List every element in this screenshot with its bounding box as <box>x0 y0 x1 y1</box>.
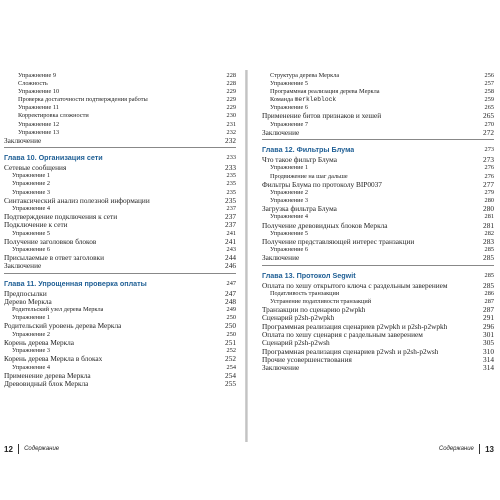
toc-entry-page: 250 <box>226 330 236 338</box>
toc-entry-title: Оплата по хешу сценария с раздельным заверением <box>262 330 423 339</box>
toc-entry-title: Упражнение 11 <box>18 104 59 112</box>
toc-entry <box>4 290 236 298</box>
running-title: Содержание <box>24 446 60 452</box>
toc-entry-page: 233 <box>225 163 236 173</box>
toc-entry-page: 281 <box>484 213 494 221</box>
toc-entry-page: 241 <box>225 236 236 246</box>
toc-entry-title: Упражнение 1 <box>12 172 50 180</box>
toc-entry <box>262 348 494 356</box>
toc-entry-page: 283 <box>483 236 494 246</box>
toc-entry <box>262 213 494 221</box>
toc-entry-page: 314 <box>483 363 494 373</box>
toc-entry <box>4 104 236 112</box>
toc-entry-page: 237 <box>225 212 236 222</box>
toc-entry-page: 229 <box>226 104 236 112</box>
footer-right <box>439 444 494 454</box>
toc-entry-title: Глава 11. Упрощенная проверка оплаты <box>4 278 147 288</box>
chapter-heading <box>4 151 236 164</box>
toc-entry-page: 252 <box>225 354 236 364</box>
toc-entry-title: Сценарий p2sh-p2wsh <box>262 339 330 348</box>
toc-entry-page: 230 <box>226 112 236 120</box>
toc-entry-title: Упражнение 9 <box>18 72 56 79</box>
toc-entry-title: Прочие усовершенствования <box>262 355 352 364</box>
toc-entry-title: Корень дерева Меркла <box>4 338 75 347</box>
toc-entry-page: 235 <box>226 188 236 196</box>
toc-entry-title: Программная реализация дерева Меркла <box>270 88 380 96</box>
chapter-heading <box>262 143 494 156</box>
toc-entry-title <box>270 96 336 104</box>
toc-entry-page: 254 <box>225 370 236 380</box>
toc-entry-title: Транзакции по сценарию p2wpkh <box>262 306 366 315</box>
command-label: Команда <box>270 96 295 104</box>
toc-entry-page: 277 <box>483 179 494 189</box>
toc-entry-title: Сетевые сообщения <box>4 164 67 173</box>
toc-entry <box>262 181 494 189</box>
toc-entry-title: Упражнение 1 <box>270 164 308 172</box>
toc-entry-title: Устранение податливости транзакций <box>270 297 372 305</box>
toc-entry-page: 254 <box>226 363 236 371</box>
toc-entry <box>4 189 236 197</box>
toc-entry <box>262 331 494 339</box>
toc-entry <box>4 364 236 372</box>
toc-entry <box>262 112 494 120</box>
toc-entry <box>4 380 236 388</box>
toc-entry <box>262 314 494 322</box>
toc-entry-page: 232 <box>225 135 236 145</box>
toc-entry-page: 247 <box>225 288 236 298</box>
toc-entry-title: Заключение <box>262 254 300 263</box>
toc-entry-title: Присылаемые в ответ заголовки <box>4 254 105 263</box>
command-code: merkleblock <box>294 96 337 104</box>
toc-entry <box>262 364 494 372</box>
toc-entry-page: 301 <box>483 329 494 339</box>
toc-entry <box>262 282 494 290</box>
toc-entry <box>4 230 236 238</box>
toc-entry-page: 248 <box>225 296 236 306</box>
toc-entry <box>4 197 236 205</box>
toc-entry-page: 287 <box>483 305 494 315</box>
toc-entry <box>262 222 494 230</box>
toc-entry <box>4 339 236 347</box>
toc-entry-page: 280 <box>483 204 494 214</box>
toc-entry <box>4 88 236 96</box>
toc-entry-page: 255 <box>225 378 236 388</box>
toc-entry-page: 249 <box>226 306 236 314</box>
page-number: 13 <box>485 444 494 454</box>
toc-entry-page: 241 <box>226 229 236 237</box>
toc-entry-page: 314 <box>483 354 494 364</box>
toc-entry-page: 252 <box>226 347 236 355</box>
toc-entry <box>262 298 494 306</box>
toc-entry-title: Упражнение 6 <box>270 246 308 254</box>
toc-entry-title: Глава 13. Протокол Segwit <box>262 270 356 280</box>
toc-entry-page: 287 <box>484 297 494 305</box>
toc-entry <box>4 172 236 180</box>
toc-entry-title: Упражнение 4 <box>12 363 50 371</box>
toc-entry-page: 232 <box>226 128 236 136</box>
toc-entry <box>4 262 236 270</box>
toc-entry-title: Что такое фильтр Блума <box>262 156 337 165</box>
toc-entry-page: 235 <box>226 172 236 180</box>
toc-entry-page: 235 <box>226 180 236 188</box>
toc-entry-title: Упражнение 13 <box>18 128 60 136</box>
toc-entry-page: 256 <box>484 72 494 79</box>
toc-entry-title: Упражнение 3 <box>270 197 308 205</box>
toc-entry-title: Родительский уровень дерева Меркла <box>4 322 122 331</box>
toc-entry-title: Заключение <box>4 262 42 271</box>
toc-entry-page: 228 <box>226 72 236 79</box>
toc-entry-title: Упражнение 1 <box>12 314 50 322</box>
toc-entry-page: 244 <box>225 253 236 263</box>
toc-entry-title: Получение представляющей интерес транзакции <box>262 237 415 246</box>
toc-entry-title: Упражнение 6 <box>12 246 50 253</box>
toc-entry-title: Упражнение 5 <box>270 229 308 237</box>
toc-entry-title: Программная реализация сценариев p2wsh и p2sh-p2wsh <box>262 347 439 356</box>
toc-entry-title: Упражнение 4 <box>12 204 50 212</box>
toc-entry-title: Заключение <box>262 128 300 137</box>
page-number: 12 <box>4 444 13 454</box>
toc-entry-page: 237 <box>225 220 236 230</box>
toc-entry-title: Продвижение на шаг дальше <box>270 172 348 180</box>
toc-entry <box>262 290 494 298</box>
toc-entry-page: 285 <box>484 246 494 254</box>
toc-entry <box>4 180 236 188</box>
toc-entry-title: Корректировка сложности <box>18 112 89 120</box>
toc-entry-page: 276 <box>484 164 494 172</box>
toc-entry <box>4 80 236 88</box>
toc-entry-page: 265 <box>483 111 494 121</box>
toc-entry <box>4 164 236 172</box>
chapter-heading <box>262 269 494 282</box>
toc-entry-page: 280 <box>484 197 494 205</box>
toc-entry <box>262 104 494 112</box>
toc-entry-page: 259 <box>484 96 494 104</box>
toc-entry <box>4 298 236 306</box>
toc-entry-title: Упражнение 5 <box>12 229 50 237</box>
toc-entry-page: 291 <box>483 313 494 323</box>
toc-entry-title: Упражнение 7 <box>270 120 308 128</box>
toc-entry-title: Упражнение 2 <box>270 188 308 196</box>
toc-entry <box>262 80 494 88</box>
toc-entry-title: Оплата по хешу открытого ключа с раздельным заверением <box>262 281 448 290</box>
toc-entry-page: 229 <box>226 88 236 96</box>
toc-entry-page: 247 <box>226 279 236 287</box>
toc-entry <box>4 355 236 363</box>
toc-entry <box>262 88 494 96</box>
toc-entry-title: Предпосылки <box>4 289 47 298</box>
toc-entry-page: 228 <box>226 80 236 88</box>
toc-entry <box>4 306 236 314</box>
toc-entry-page: 246 <box>225 261 236 271</box>
toc-entry-title: Проверка достаточности подтверждения работы <box>18 96 148 104</box>
toc-entry-page: 237 <box>226 204 236 212</box>
footer-left <box>4 444 59 454</box>
toc-entry <box>262 197 494 205</box>
toc-entry-title: Упражнение 2 <box>12 330 50 338</box>
toc-entry <box>262 356 494 364</box>
toc-entry <box>262 323 494 331</box>
toc-entry <box>262 121 494 129</box>
toc-entry <box>4 205 236 213</box>
toc-entry-title: Упражнение 5 <box>270 80 308 88</box>
toc-entry-title: Корень дерева Меркла в блоках <box>4 355 103 364</box>
toc-entry-title: Глава 10. Организация сети <box>4 153 103 163</box>
right-page <box>262 72 494 372</box>
toc-entry-title: Дерево Меркла <box>4 297 52 306</box>
toc-entry-title: Древовидный блок Меркла <box>4 379 89 388</box>
toc-entry-page: 265 <box>484 104 494 112</box>
toc-entry <box>4 322 236 330</box>
toc-entry-page: 282 <box>484 229 494 237</box>
toc-entry-title: Фильтры Блума по протоколу BIP0037 <box>262 180 382 189</box>
toc-entry <box>262 173 494 181</box>
running-title: Содержание <box>438 446 474 452</box>
toc-entry <box>4 96 236 104</box>
toc-entry-title: Сценарий p2sh-p2wpkh <box>262 314 335 323</box>
toc-entry-page: 235 <box>225 195 236 205</box>
toc-entry <box>4 137 236 145</box>
toc-entry <box>262 306 494 314</box>
toc-entry <box>262 254 494 262</box>
toc-entry <box>262 238 494 246</box>
section-rule <box>4 147 236 148</box>
toc-entry-page: 279 <box>484 188 494 196</box>
toc-entry <box>4 238 236 246</box>
toc-entry-title: Подтверждение подключения к сети <box>4 213 118 222</box>
section-rule <box>262 265 494 266</box>
toc-entry-page: 276 <box>484 172 494 180</box>
toc-entry-title: Заключение <box>262 364 300 373</box>
toc-entry-page: 285 <box>483 253 494 263</box>
toc-entry <box>262 205 494 213</box>
toc-entry <box>262 189 494 197</box>
toc-entry-page: 258 <box>484 88 494 96</box>
toc-entry-title: Загрузка фильтра Блума <box>262 205 337 214</box>
toc-entry <box>262 156 494 164</box>
toc-entry-title: Упражнение 2 <box>12 180 50 188</box>
left-page <box>4 72 236 388</box>
toc-entry-title: Податливость транзакции <box>270 289 340 297</box>
toc-entry-page: 231 <box>226 120 236 128</box>
toc-entry <box>4 129 236 137</box>
toc-entry-title: Синтаксический анализ полезной информации <box>4 196 150 205</box>
toc-entry-page: 257 <box>484 80 494 88</box>
toc-entry <box>262 246 494 254</box>
toc-entry-page: 310 <box>483 346 494 356</box>
toc-entry-title: Упражнение 10 <box>18 88 60 96</box>
toc-entry-title: Подключение к сети <box>4 221 68 230</box>
footer-divider <box>18 444 19 454</box>
toc-entry-page: 286 <box>484 289 494 297</box>
toc-entry-page: 296 <box>483 321 494 331</box>
toc-entry <box>4 246 236 254</box>
toc-entry <box>262 72 494 80</box>
toc-entry-title: Упражнение 12 <box>18 120 60 128</box>
toc-entry-title: Применение битов признаков и хешей <box>262 112 382 121</box>
toc-entry-page: 243 <box>226 246 236 253</box>
toc-entry <box>262 230 494 238</box>
toc-entry-page: 281 <box>483 220 494 230</box>
toc-entry-page: 272 <box>483 127 494 137</box>
toc-entry-title: Глава 12. Фильтры Блума <box>262 145 355 155</box>
toc-entry-title: Применение дерева Меркла <box>4 371 91 380</box>
toc-entry <box>262 96 494 104</box>
toc-entry-page: 250 <box>225 321 236 331</box>
toc-entry-title: Упражнение 3 <box>12 188 50 196</box>
toc-entry <box>4 121 236 129</box>
toc-entry-page: 285 <box>483 280 494 290</box>
toc-entry <box>4 331 236 339</box>
toc-entry <box>262 164 494 172</box>
footer-divider <box>479 444 480 454</box>
toc-entry-page: 251 <box>225 337 236 347</box>
toc-entry-title: Родительский узел дерева Меркла <box>12 306 104 314</box>
toc-entry <box>262 339 494 347</box>
toc-entry <box>4 112 236 120</box>
toc-list-left <box>4 72 236 388</box>
toc-entry <box>4 347 236 355</box>
toc-entry-page: 270 <box>484 120 494 128</box>
toc-entry-title: Упражнение 4 <box>270 213 308 221</box>
toc-entry <box>4 221 236 229</box>
section-rule <box>262 139 494 140</box>
toc-entry <box>4 372 236 380</box>
chapter-heading <box>4 277 236 290</box>
toc-entry-page: 273 <box>484 146 494 154</box>
section-rule <box>4 273 236 274</box>
toc-entry-title: Программная реализация сценариев p2wpkh и p2sh-p2wpkh <box>262 322 448 331</box>
toc-entry-page: 229 <box>226 96 236 104</box>
toc-entry-title: Упражнение 3 <box>12 347 50 355</box>
toc-entry-title: Заключение <box>4 136 42 145</box>
toc-entry-title: Структура дерева Меркла <box>270 72 340 79</box>
toc-entry <box>262 129 494 137</box>
toc-entry-page: 233 <box>226 154 236 162</box>
toc-list-right <box>262 72 494 372</box>
toc-entry-page: 250 <box>226 314 236 322</box>
toc-entry-page: 305 <box>483 338 494 348</box>
book-gutter <box>245 70 248 442</box>
toc-entry <box>4 213 236 221</box>
toc-entry <box>4 72 236 80</box>
toc-entry-title: Получение древовидных блоков Меркла <box>262 221 388 230</box>
toc-entry-title: Сложность <box>18 80 48 88</box>
toc-entry <box>4 254 236 262</box>
toc-entry <box>4 314 236 322</box>
toc-entry-title: Получение заголовков блоков <box>4 237 97 246</box>
toc-entry-title: Упражнение 6 <box>270 104 308 112</box>
toc-entry-page: 273 <box>483 155 494 165</box>
toc-entry-page: 285 <box>484 271 494 279</box>
